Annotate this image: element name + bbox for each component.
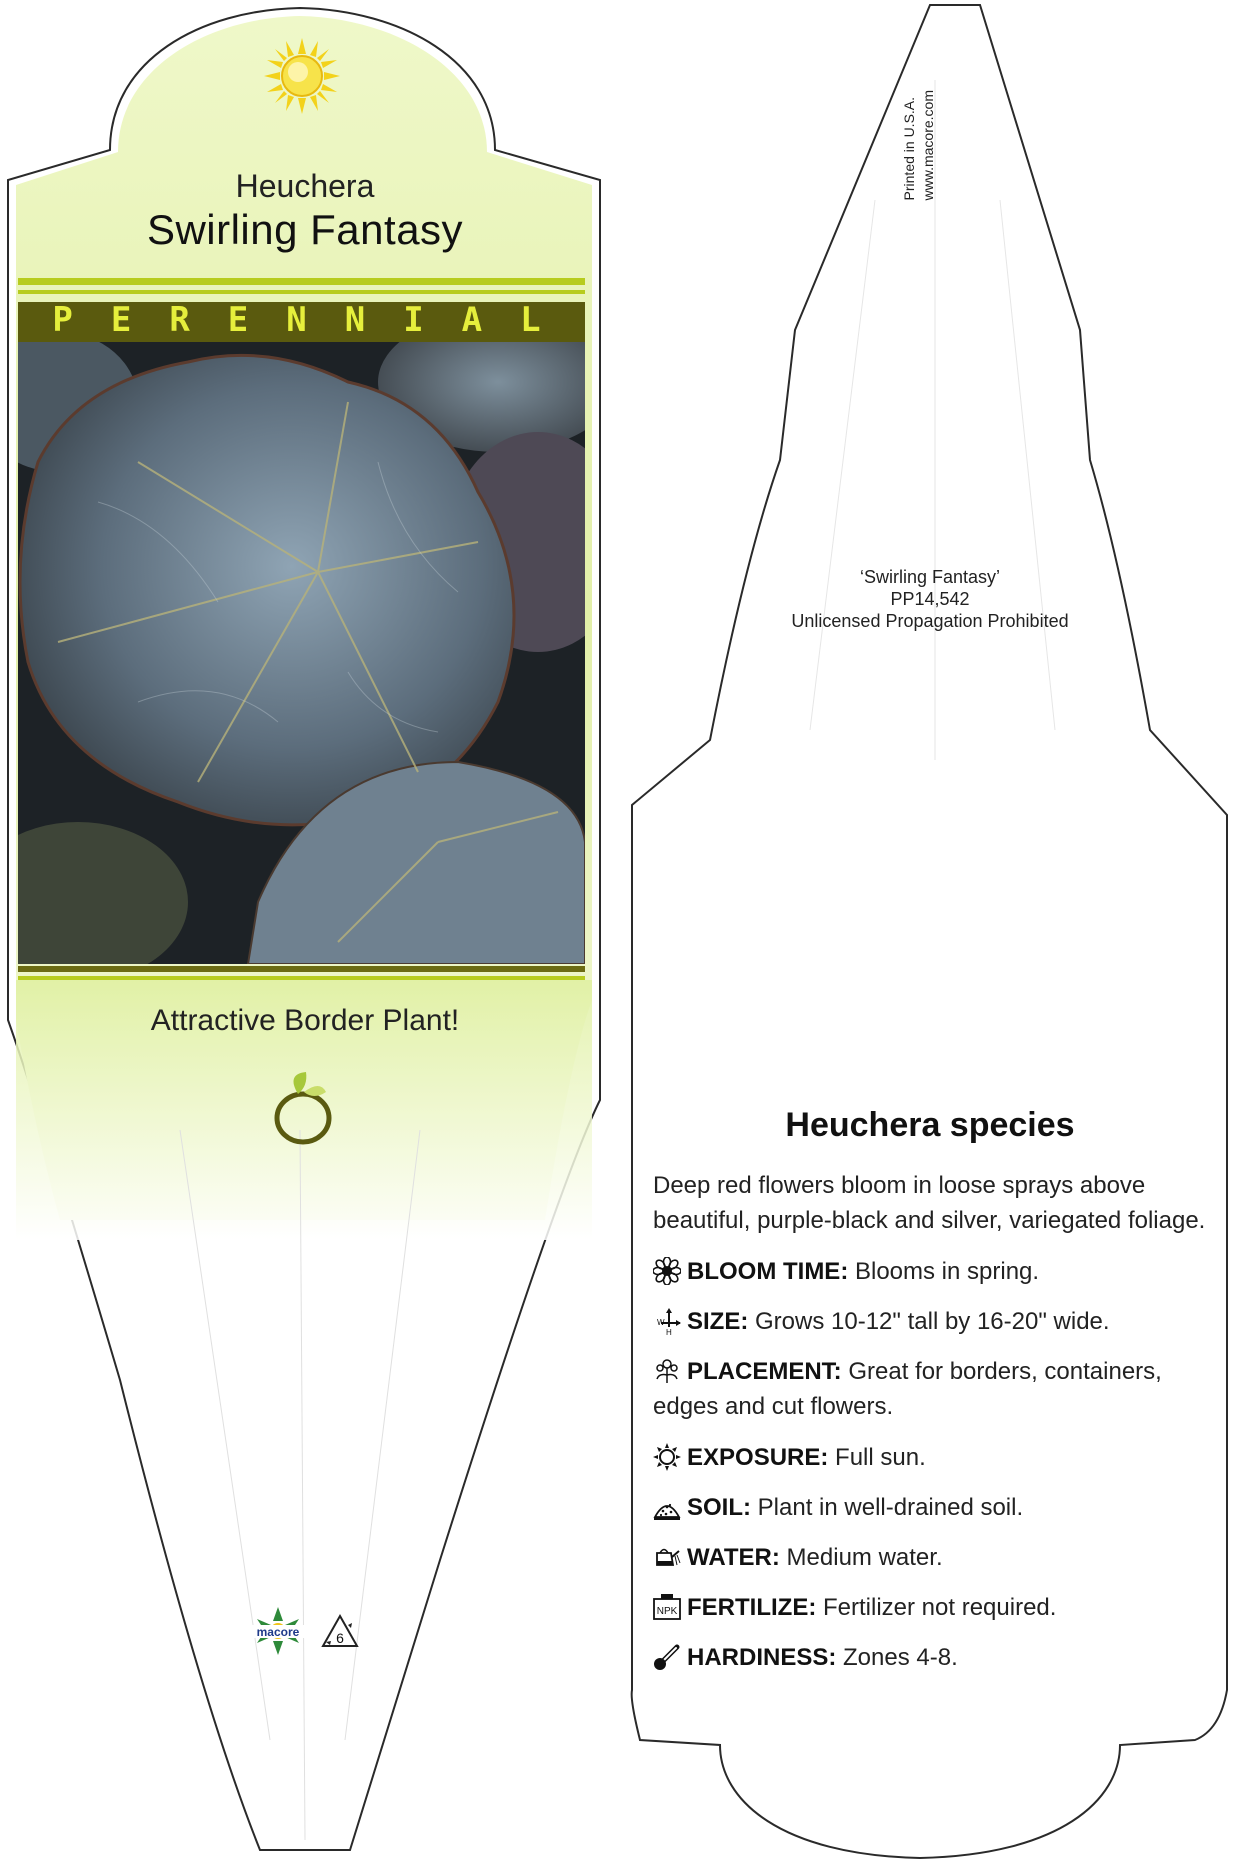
front-genus: Heuchera (235, 168, 375, 204)
sun-icon (262, 36, 342, 116)
printed-info (900, 90, 938, 200)
soil-icon (653, 1493, 681, 1521)
attr-water: WATER: Medium water. (653, 1540, 1213, 1575)
attr-placement: PLACEMENT: Great for borders, containers, edges and cut flowers. (653, 1358, 1162, 1420)
front-cultivar: Swirling Fantasy (146, 206, 464, 253)
flower-icon (653, 1257, 681, 1285)
brand-name: macore (256, 1625, 300, 1639)
back-title: Heuchera species (785, 1106, 1075, 1144)
patent-number: PP14,542 (890, 589, 970, 609)
plant-photo (18, 342, 585, 964)
attr-hardiness: HARDINESS: Zones 4-8. (653, 1640, 1213, 1675)
attr-bloom-time: BLOOM TIME: Blooms in spring. (653, 1254, 1213, 1289)
sun-icon (653, 1443, 681, 1471)
watering-can-icon (653, 1543, 681, 1571)
svg-text:W: W (657, 1318, 665, 1327)
category-label: PERENNIAL (52, 300, 579, 340)
printed-country: Printed in U.S.A. (901, 96, 917, 201)
svg-text:NPK: NPK (656, 1606, 678, 1617)
attr-soil: SOIL: Plant in well-drained soil. (653, 1490, 1213, 1525)
attr-fertilize: NPK FERTILIZE: Fertilizer not required. (653, 1590, 1213, 1625)
patent-warning: Unlicensed Propagation Prohibited (791, 611, 1069, 631)
recycle-code: 6 (336, 1630, 344, 1646)
printed-website: www.macore.com (920, 90, 936, 201)
macore-logo-icon (243, 1605, 313, 1657)
svg-text:H: H (666, 1328, 672, 1335)
back-description: Deep red flowers bloom in loose sprays above beautiful, purple-black and silver, variegated foliage. (653, 1172, 1206, 1234)
attr-exposure: EXPOSURE: Full sun. (653, 1440, 1213, 1475)
patent-name: ‘Swirling Fantasy’ (859, 567, 1001, 587)
recycle-icon (320, 1613, 360, 1651)
attr-size: W H SIZE: Grows 10-12" tall by 16-20" wide. (653, 1304, 1213, 1339)
placement-plant-icon (653, 1357, 681, 1385)
thermometer-icon (653, 1643, 681, 1671)
front-tagline: Attractive Border Plant! (150, 1004, 460, 1037)
patent-notice (730, 566, 1130, 632)
fertilizer-icon (653, 1593, 681, 1621)
size-arrows-icon (653, 1307, 681, 1335)
seed-logo-icon (268, 1068, 338, 1148)
